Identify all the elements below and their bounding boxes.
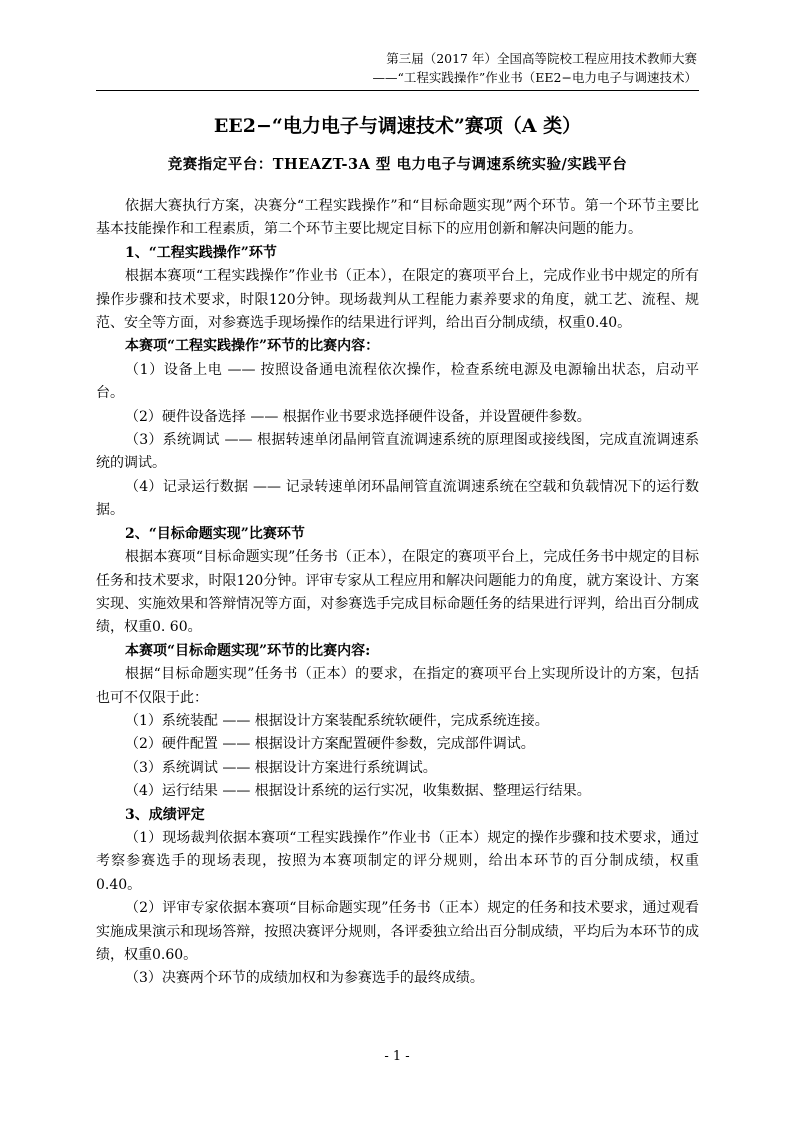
platform-subtitle: 竞赛指定平台：THEAZT-3A 型 电力电子与调速系统实验/实践平台 — [167, 156, 628, 173]
section-1-content-heading: 本赛项“工程实践操作”环节的比赛内容： — [125, 338, 380, 355]
section-2-content-body: 根据“目标命题实现”任务书（正本）的要求，在指定的赛项平台上实现所设计的方案，包括也可不仅限于此： — [96, 666, 699, 706]
section-2-item: （4）运行结果 —— 根据设计系统的运行实况，收集数据、整理运行结果。 — [125, 783, 591, 800]
header-divider — [96, 90, 699, 91]
header-line-1: 第三届（2017 年）全国高等院校工程应用技术教师大赛 — [386, 51, 697, 66]
intro-paragraph: 依据大赛执行方案，决赛分“工程实践操作”和“目标命题实现”两个环节。第一个环节主要比基本技能操作和工程素质，第二个环节主要比规定目标下的应用创新和解决问题的能力。 — [96, 198, 699, 238]
section-1-body: 根据本赛项“工程实践操作”作业书（正本），在限定的赛项平台上，完成作业书中规定的所有操作步骤和技术要求，时限120分钟。现场裁判从工程能力素养要求的角度，就工艺、流程、规范、安全等方面，对参赛选手现场操作的结果进行评判，给出百分制成绩，权重0.40。 — [96, 268, 699, 332]
page-number: - 1 - — [384, 1049, 410, 1064]
section-1-item: （4）记录运行数据 —— 记录转速单闭环晶闸管直流调速系统在空载和负载情况下的运行数据。 — [96, 478, 699, 519]
section-1-item: （3）系统调试 —— 根据转速单闭晶闸管直流调速系统的原理图或接线图，完成直流调速系统的调试。 — [96, 432, 699, 472]
section-1-heading: 1、“工程实践操作”环节 — [125, 244, 277, 261]
header-line-2: ——“工程实践操作”作业书（EE2−电力电子与调速技术） — [372, 70, 697, 85]
section-3-item: （1）现场裁判依据本赛项“工程实践操作”作业书（正本）规定的操作步骤和技术要求，通过考察参赛选手的现场表现，按照为本赛项制定的评分规则，给出本环节的百分制成绩，权重0.40。 — [96, 829, 699, 893]
document-title: EE2−“电力电子与调速技术”赛项（A 类） — [213, 115, 582, 137]
section-2-item: （3）系统调试 —— 根据设计方案进行系统调试。 — [125, 759, 437, 776]
document-body — [96, 195, 699, 991]
section-2-item: （1）系统装配 —— 根据设计方案装配系统软硬件，完成系统连接。 — [125, 712, 549, 729]
section-3-heading: 3、成绩评定 — [125, 806, 205, 823]
page-header — [77, 49, 697, 87]
section-2-heading: 2、“目标命题实现”比赛环节 — [125, 525, 305, 542]
section-2-body: 根据本赛项“目标命题实现”任务书（正本），在限定的赛项平台上，完成任务书中规定的目标任务和技术要求，时限120分钟。评审专家从工程应用和解决问题能力的角度，就方案设计、方案实现、实施效果和答辩情况等方面，对参赛选手完成目标命题任务的结果进行评判，给出百分制成绩，权重0. 60。 — [96, 549, 699, 636]
section-3-item: （3）决赛两个环节的成绩加权和为参赛选手的最终成绩。 — [125, 970, 484, 987]
section-1-item: （1）设备上电 —— 按照设备通电流程依次操作，检查系统电源及电源输出状态，启动平台。 — [96, 361, 699, 402]
section-3-item: （2）评审专家依据本赛项“目标命题实现”任务书（正本）规定的任务和技术要求，通过观看实施成果演示和现场答辩，按照决赛评分规则，各评委独立给出百分制成绩，平均后为本环节的成绩，权重0.60。 — [96, 900, 699, 963]
section-2-item: （2）硬件配置 —— 根据设计方案配置硬件参数，完成部件调试。 — [125, 736, 535, 753]
section-1-item: （2）硬件设备选择 —— 根据作业书要求选择硬件设备，并设置硬件参数。 — [125, 408, 591, 425]
section-2-content-heading: 本赛项“目标命题实现”环节的比赛内容: — [125, 642, 371, 659]
